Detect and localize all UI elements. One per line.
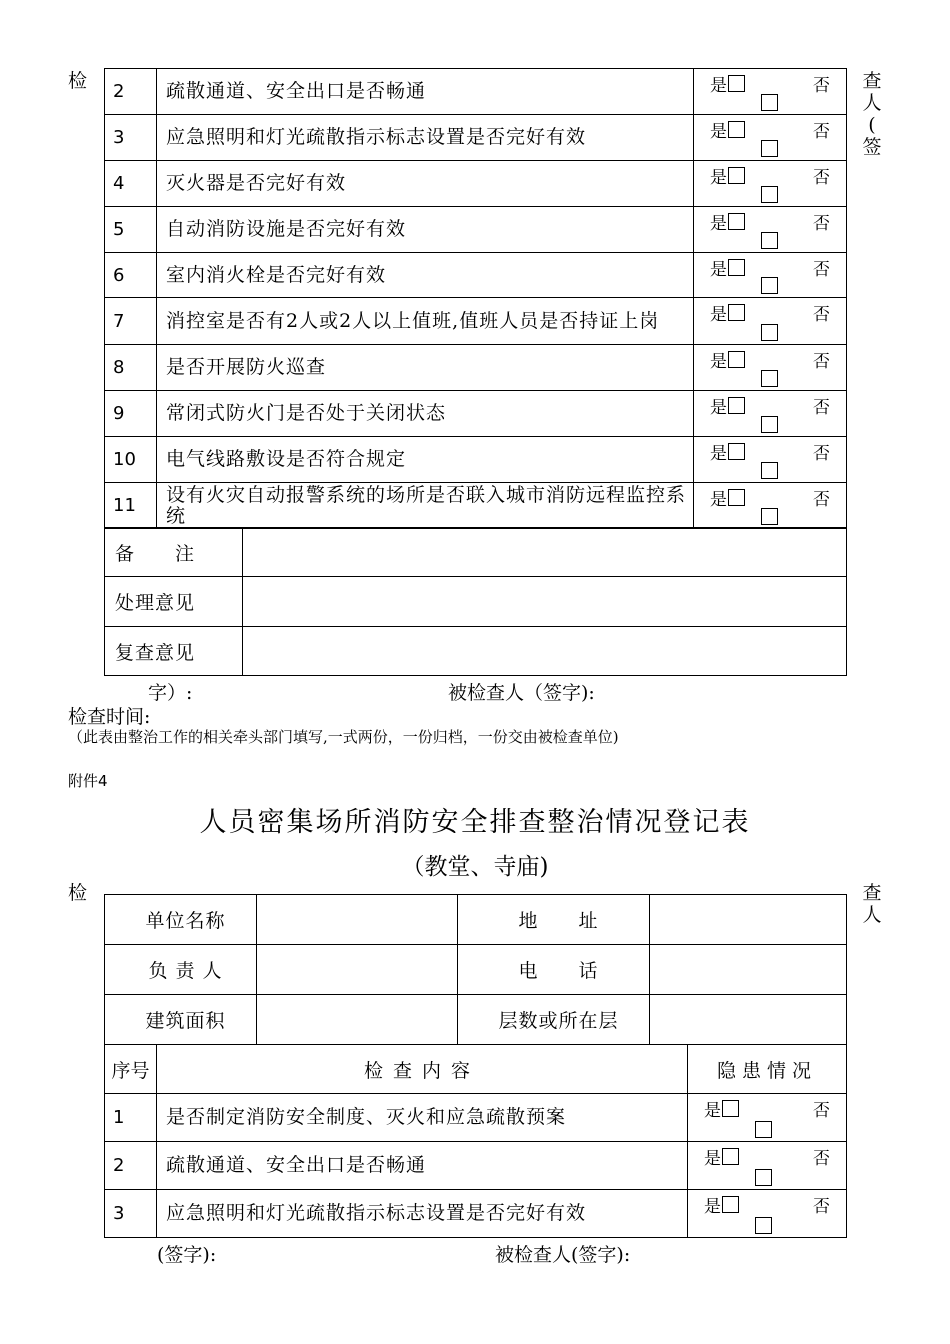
no-checkbox[interactable] xyxy=(755,1169,772,1186)
no-checkbox[interactable] xyxy=(761,416,778,433)
yes-option xyxy=(710,163,745,188)
row-number: 11 xyxy=(105,483,157,529)
yes-checkbox[interactable] xyxy=(728,213,745,230)
check-item: 电气线路敷设是否符合规定 xyxy=(157,437,694,483)
side-label-right-top xyxy=(861,70,883,158)
unit-name-label: 单位名称 xyxy=(105,895,257,945)
check-item: 室内消火栓是否完好有效 xyxy=(157,253,694,298)
sign-inspected-top: 被检查人（签字): xyxy=(448,682,595,704)
header-status: 隐患情况 xyxy=(688,1045,847,1094)
hazard-status-cell xyxy=(694,437,847,483)
no-label: 否 xyxy=(813,168,830,188)
yes-option xyxy=(710,393,745,418)
table-row xyxy=(105,1190,847,1238)
review-opinion-label: 复查意见 xyxy=(105,627,243,676)
yes-label: 是 xyxy=(704,1101,721,1121)
side-char: ( xyxy=(868,114,876,136)
no-label: 否 xyxy=(813,352,830,372)
no-checkbox[interactable] xyxy=(761,370,778,387)
yes-label: 是 xyxy=(710,305,727,325)
unit-info-table xyxy=(104,894,847,1045)
hazard-status-cell xyxy=(688,1190,847,1238)
table-row xyxy=(105,1094,847,1142)
header-content: 检查内容 xyxy=(157,1045,688,1094)
no-checkbox[interactable] xyxy=(761,140,778,157)
no-label: 否 xyxy=(813,214,830,234)
address-label: 地 址 xyxy=(458,895,650,945)
yes-checkbox[interactable] xyxy=(722,1148,739,1165)
yes-label: 是 xyxy=(710,444,727,464)
yes-label: 是 xyxy=(710,122,727,142)
no-checkbox[interactable] xyxy=(761,462,778,479)
table-row xyxy=(105,207,847,253)
yes-label: 是 xyxy=(710,214,727,234)
yes-checkbox[interactable] xyxy=(728,75,745,92)
yes-label: 是 xyxy=(710,168,727,188)
row-number: 7 xyxy=(105,298,157,345)
no-checkbox[interactable] xyxy=(761,324,778,341)
side-char: 人 xyxy=(862,904,882,926)
table-row xyxy=(105,483,847,529)
table-row xyxy=(105,161,847,207)
hazard-status-cell xyxy=(688,1094,847,1142)
attachment-label: 附件4 xyxy=(68,772,108,790)
check-item: 疏散通道、安全出口是否畅通 xyxy=(157,69,694,115)
row-number: 4 xyxy=(105,161,157,207)
yes-option xyxy=(704,1096,739,1121)
no-checkbox[interactable] xyxy=(761,94,778,111)
address-field[interactable] xyxy=(650,895,847,945)
side-label-left-bottom: 检 xyxy=(68,882,88,904)
no-checkbox[interactable] xyxy=(761,277,778,294)
yes-option xyxy=(710,71,745,96)
handling-opinion-label: 处理意见 xyxy=(105,577,243,627)
row-number: 8 xyxy=(105,345,157,391)
yes-option xyxy=(704,1144,739,1169)
no-label: 否 xyxy=(813,260,830,280)
check-item: 常闭式防火门是否处于关闭状态 xyxy=(157,391,694,437)
no-label: 否 xyxy=(813,305,830,325)
row-number: 3 xyxy=(105,1190,157,1238)
yes-checkbox[interactable] xyxy=(728,443,745,460)
check-item: 应急照明和灯光疏散指示标志设置是否完好有效 xyxy=(157,1190,688,1238)
row-number: 5 xyxy=(105,207,157,253)
inspection-time-label: 检查时间: xyxy=(68,706,151,728)
table-row xyxy=(105,115,847,161)
table-row xyxy=(105,437,847,483)
yes-label: 是 xyxy=(710,398,727,418)
no-checkbox[interactable] xyxy=(755,1121,772,1138)
side-label-left-top: 检 xyxy=(68,70,88,92)
hazard-status-cell xyxy=(694,483,847,529)
no-label: 否 xyxy=(813,76,830,96)
no-checkbox[interactable] xyxy=(761,186,778,203)
row-number: 6 xyxy=(105,253,157,298)
yes-label: 是 xyxy=(710,352,727,372)
table-row xyxy=(105,69,847,115)
yes-checkbox[interactable] xyxy=(728,489,745,506)
check-item: 自动消防设施是否完好有效 xyxy=(157,207,694,253)
row-number: 2 xyxy=(105,1142,157,1190)
header-no: 序号 xyxy=(105,1045,157,1094)
sign-inspector-top: 字）: xyxy=(148,682,193,704)
hazard-status-cell xyxy=(694,298,847,345)
hazard-status-cell xyxy=(694,253,847,298)
table-row xyxy=(105,1142,847,1190)
review-opinion-field[interactable] xyxy=(243,627,847,676)
check-item: 灭火器是否完好有效 xyxy=(157,161,694,207)
no-checkbox[interactable] xyxy=(761,232,778,249)
yes-option xyxy=(710,439,745,464)
form-subtitle: （教堂、寺庙) xyxy=(401,854,549,880)
person-in-charge-field[interactable] xyxy=(257,945,458,995)
sign-inspector-bottom: (签字): xyxy=(157,1244,217,1266)
yes-checkbox[interactable] xyxy=(728,397,745,414)
no-label: 否 xyxy=(813,490,830,510)
yes-label: 是 xyxy=(710,260,727,280)
yes-checkbox[interactable] xyxy=(728,304,745,321)
check-item: 消控室是否有2人或2人以上值班,值班人员是否持证上岗 xyxy=(157,298,694,345)
form-note: （此表由整治工作的相关牵头部门填写,一式两份，一份归档，一份交由被检查单位) xyxy=(68,728,619,746)
top-remarks-table xyxy=(104,527,847,676)
no-label: 否 xyxy=(813,122,830,142)
sign-inspected-bottom: 被检查人(签字): xyxy=(495,1244,631,1266)
yes-label: 是 xyxy=(710,490,727,510)
hazard-status-cell xyxy=(694,207,847,253)
row-number: 1 xyxy=(105,1094,157,1142)
check-item: 疏散通道、安全出口是否畅通 xyxy=(157,1142,688,1190)
table-row xyxy=(105,345,847,391)
side-char: 查 xyxy=(862,882,882,904)
yes-checkbox[interactable] xyxy=(722,1196,739,1213)
table-row xyxy=(105,298,847,345)
no-checkbox[interactable] xyxy=(761,508,778,525)
yes-checkbox[interactable] xyxy=(728,259,745,276)
unit-name-field[interactable] xyxy=(257,895,458,945)
table-row xyxy=(105,391,847,437)
yes-checkbox[interactable] xyxy=(728,167,745,184)
remarks-field[interactable] xyxy=(243,528,847,577)
yes-option xyxy=(710,255,745,280)
phone-field[interactable] xyxy=(650,945,847,995)
phone-label: 电 话 xyxy=(458,945,650,995)
hazard-status-cell xyxy=(694,161,847,207)
yes-option xyxy=(710,209,745,234)
handling-opinion-field[interactable] xyxy=(243,577,847,627)
yes-label: 是 xyxy=(710,76,727,96)
side-char: 人 xyxy=(862,92,882,114)
row-number: 2 xyxy=(105,69,157,115)
remarks-label: 备 注 xyxy=(105,528,243,577)
bottom-check-table xyxy=(104,1044,847,1238)
no-label: 否 xyxy=(813,1149,830,1169)
row-number: 10 xyxy=(105,437,157,483)
yes-label: 是 xyxy=(704,1197,721,1217)
check-item: 设有火灾自动报警系统的场所是否联入城市消防远程监控系统 xyxy=(157,483,694,529)
yes-option xyxy=(710,117,745,142)
building-area-label: 建筑面积 xyxy=(105,995,257,1045)
no-label: 否 xyxy=(813,1197,830,1217)
no-label: 否 xyxy=(813,444,830,464)
yes-option xyxy=(710,485,745,510)
check-item: 应急照明和灯光疏散指示标志设置是否完好有效 xyxy=(157,115,694,161)
hazard-status-cell xyxy=(694,69,847,115)
hazard-status-cell xyxy=(694,391,847,437)
floors-label: 层数或所在层 xyxy=(458,995,650,1045)
row-number: 3 xyxy=(105,115,157,161)
no-checkbox[interactable] xyxy=(755,1217,772,1234)
hazard-status-cell xyxy=(688,1142,847,1190)
no-label: 否 xyxy=(813,1101,830,1121)
top-check-table xyxy=(104,68,847,529)
row-number: 9 xyxy=(105,391,157,437)
yes-checkbox[interactable] xyxy=(722,1100,739,1117)
yes-checkbox[interactable] xyxy=(728,121,745,138)
side-label-right-bottom xyxy=(861,882,883,926)
yes-option xyxy=(704,1192,739,1217)
hazard-status-cell xyxy=(694,345,847,391)
form-title: 人员密集场所消防安全排查整治情况登记表 xyxy=(199,807,751,838)
yes-option xyxy=(710,347,745,372)
person-in-charge-label: 负 责 人 xyxy=(105,945,257,995)
check-item: 是否制定消防安全制度、灭火和应急疏散预案 xyxy=(157,1094,688,1142)
yes-option xyxy=(710,300,745,325)
table-row xyxy=(105,253,847,298)
check-item: 是否开展防火巡查 xyxy=(157,345,694,391)
side-char: 查 xyxy=(862,70,882,92)
building-area-field[interactable] xyxy=(257,995,458,1045)
hazard-status-cell xyxy=(694,115,847,161)
side-char: 签 xyxy=(862,136,882,158)
yes-checkbox[interactable] xyxy=(728,351,745,368)
floors-field[interactable] xyxy=(650,995,847,1045)
yes-label: 是 xyxy=(704,1149,721,1169)
no-label: 否 xyxy=(813,398,830,418)
